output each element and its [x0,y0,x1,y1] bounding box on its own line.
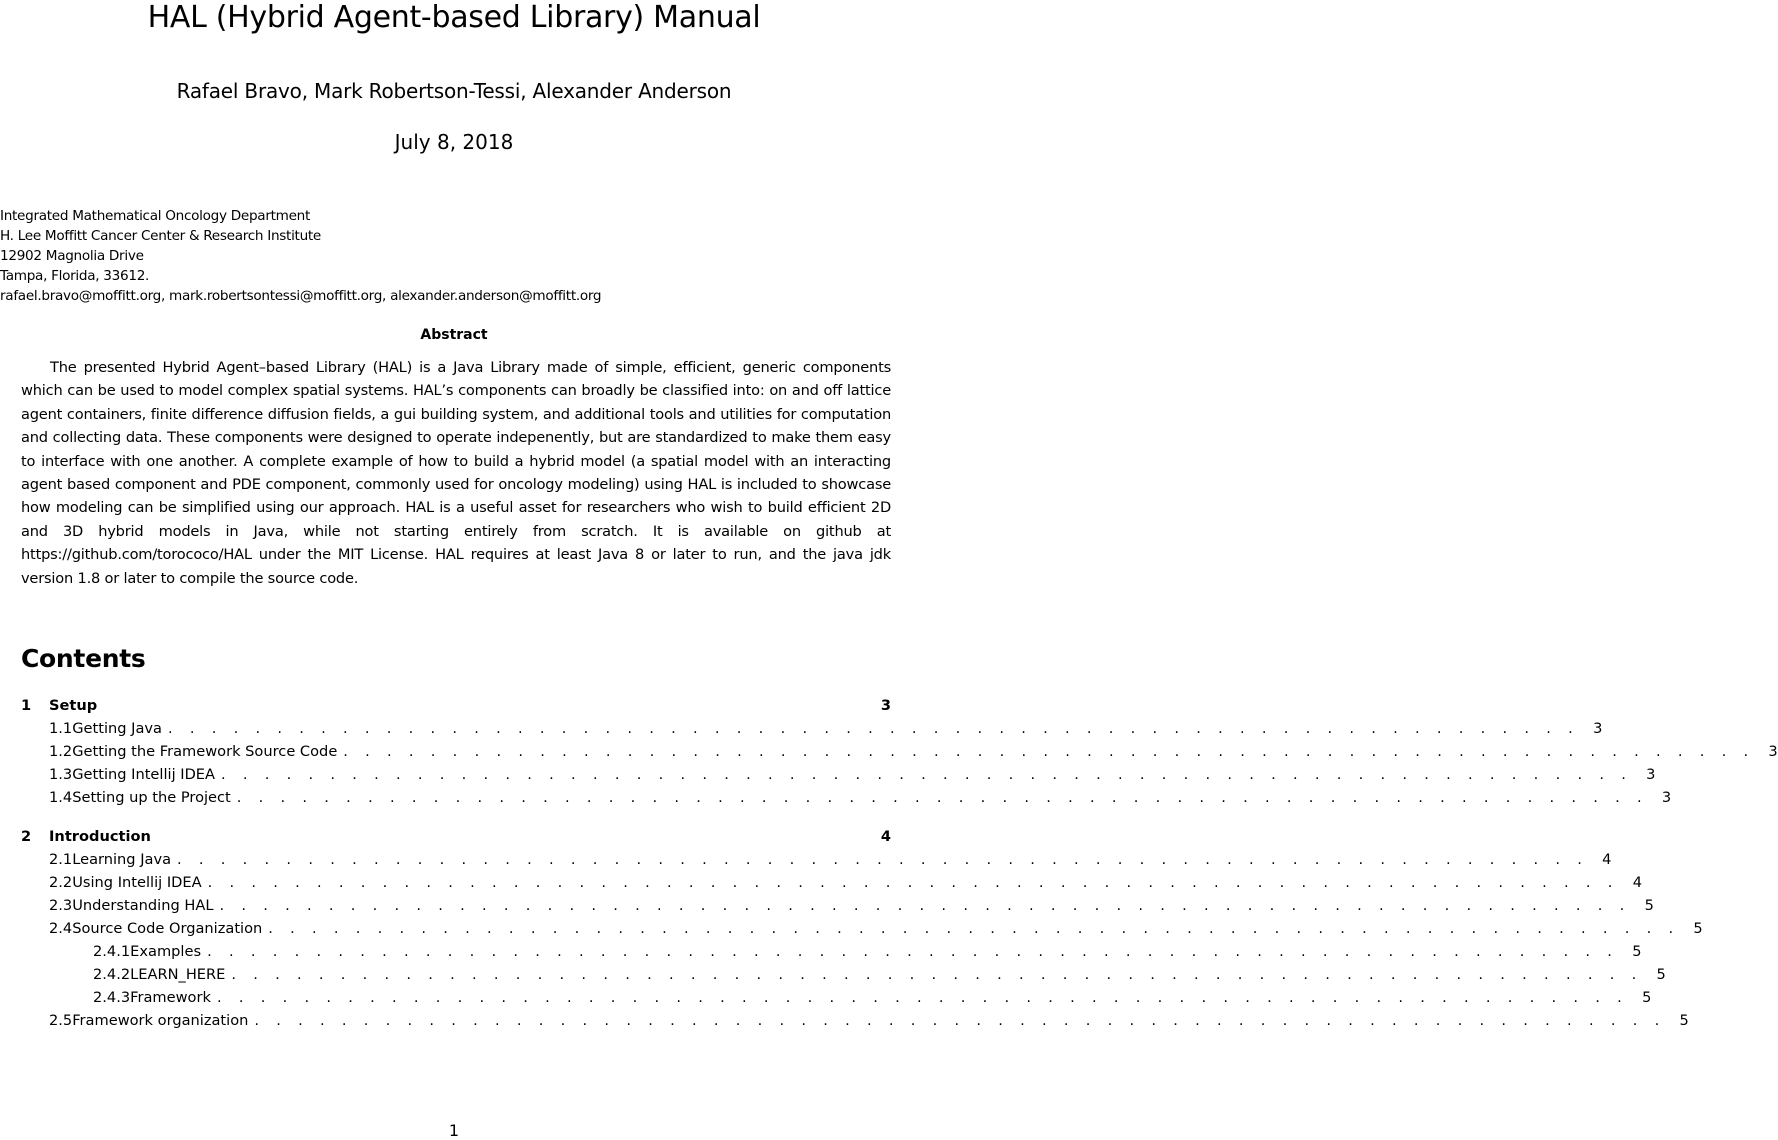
toc-page: 3 [880,697,891,714]
toc-label: Getting Intellij IDEA [72,766,216,783]
document-title: HAL (Hybrid Agent-based Library) Manual [147,0,761,35]
toc-page: 5 [1679,1012,1689,1029]
toc-page: 5 [1642,989,1652,1006]
toc-label: Framework [130,989,211,1006]
toc-number: 1 [21,697,32,714]
toc-label: Understanding HAL [72,897,214,914]
affiliation-institute: H. Lee Moffitt Cancer Center & Research Institute [0,228,321,244]
toc-leader-dots: . . . . . . . . . . . . . . . . . . . . . . . . . . . . . . . . . . . . . . . . . . . . . . . . . . . . . . . . . . . . . . . . . [207,943,1619,960]
toc-label: Introduction [49,828,151,845]
toc-number: 2 [21,828,32,845]
toc-leader-dots: . . . . . . . . . . . . . . . . . . . . . . . . . . . . . . . . . . . . . . . . . . . . . . . . . . . . . . . . . . . . . . . . . [167,720,1580,737]
toc-label: Learning Java [72,851,172,868]
toc-page: 5 [1656,966,1666,983]
toc-number: 1.1 [49,720,73,737]
toc-entry-introduction[interactable] [21,828,891,850]
toc-page: 3 [1646,766,1656,783]
toc-entry-source-code-organization[interactable] [21,920,1703,942]
toc-entry-getting-java[interactable] [21,720,1603,742]
toc-label: Setup [49,697,98,714]
toc-page: 4 [1632,874,1642,891]
toc-leader-dots: . . . . . . . . . . . . . . . . . . . . . . . . . . . . . . . . . . . . . . . . . . . . . . . . . . . . . . . . . . . . . . . . . [268,920,1680,937]
toc-leader-dots: . . . . . . . . . . . . . . . . . . . . . . . . . . . . . . . . . . . . . . . . . . . . . . . . . . . . . . . . . . . . . . . . . [216,989,1629,1006]
toc-entry-setup[interactable] [21,697,891,719]
toc-number: 2.4.2 [93,966,131,983]
affiliation-street: 12902 Magnolia Drive [0,248,144,264]
toc-number: 2.4 [49,920,73,937]
toc-leader-dots: . . . . . . . . . . . . . . . . . . . . . . . . . . . . . . . . . . . . . . . . . . . . . . . . . . . . . . . . . . . . . . . . . [219,897,1631,914]
contents-heading: Contents [21,644,146,673]
toc-page: 5 [1693,920,1703,937]
toc-page: 3 [1768,743,1778,760]
toc-number: 2.5 [49,1012,73,1029]
toc-label: LEARN_HERE [130,966,226,983]
toc-number: 2.4.1 [93,943,131,960]
toc-leader-dots: . . . . . . . . . . . . . . . . . . . . . . . . . . . . . . . . . . . . . . . . . . . . . . . . . . . . . . . . . . . . . . . . . [221,766,1633,783]
toc-leader-dots: . . . . . . . . . . . . . . . . . . . . . . . . . . . . . . . . . . . . . . . . . . . . . . . . . . . . . . . . . . . . . . . . . [207,874,1619,891]
toc-leader-dots: . . . . . . . . . . . . . . . . . . . . . . . . . . . . . . . . . . . . . . . . . . . . . . . . . . . . . . . . . . . . . . . . . [254,1012,1666,1029]
toc-entry-learning-java[interactable] [21,851,1612,873]
toc-leader-dots: . . . . . . . . . . . . . . . . . . . . . . . . . . . . . . . . . . . . . . . . . . . . . . . . . . . . . . . . . . . . . . . . . [177,851,1589,868]
toc-leader-dots: . . . . . . . . . . . . . . . . . . . . . . . . . . . . . . . . . . . . . . . . . . . . . . . . . . . . . . . . . . . . . . . . . [236,789,1648,806]
toc-entry-understanding-hal[interactable] [21,897,1654,919]
publication-date: July 8, 2018 [394,130,514,154]
toc-page: 4 [880,828,891,845]
toc-entry-examples[interactable] [21,943,1642,965]
affiliation-department: Integrated Mathematical Oncology Department [0,208,311,224]
toc-number: 2.4.3 [93,989,131,1006]
toc-page: 4 [1602,851,1612,868]
affiliation-city: Tampa, Florida, 33612. [0,268,150,284]
toc-entry-learn-here[interactable] [21,966,1666,988]
toc-label: Using Intellij IDEA [72,874,202,891]
toc-entry-framework-organization[interactable] [21,1012,1689,1034]
toc-entry-intellij[interactable] [21,766,1656,788]
toc-leader-dots: . . . . . . . . . . . . . . . . . . . . . . . . . . . . . . . . . . . . . . . . . . . . . . . . . . . . . . . . . . . . . . . . . [343,743,1755,760]
toc-number: 2.3 [49,897,73,914]
toc-label: Examples [130,943,202,960]
toc-entry-framework[interactable] [21,989,1652,1011]
affiliation-emails: rafael.bravo@moffitt.org, mark.robertsontessi@moffitt.org, alexander.anderson@moffitt.org [0,288,602,304]
toc-page: 5 [1644,897,1654,914]
toc-label: Setting up the Project [72,789,231,806]
toc-label: Getting the Framework Source Code [72,743,338,760]
abstract-heading: Abstract [420,327,488,343]
toc-number: 1.3 [49,766,73,783]
toc-number: 2.1 [49,851,73,868]
toc-label: Getting Java [72,720,162,737]
toc-number: 1.4 [49,789,73,806]
affiliation-block [0,206,601,306]
toc-entry-setting-up-project[interactable] [21,789,1672,811]
abstract-body: The presented Hybrid Agent–based Library (HAL) is a Java Library made of simple, efficient, generic components which can be used to model complex spatial systems. HAL’s components can broadly be classified into: on and off lattice agent containers, finite difference diffusion fields, a gui building system, and additional tools and utilities for computation and collecting data. These components were designed to operate indepenently, but are standardized to make them easy to interface with one another. A complete example of how to build a hybrid model (a spatial model with an interacting agent based component and PDE component, commonly used for oncology modeling) using HAL is included to showcase how modeling can be simplified using our approach. HAL is a useful asset for researchers who wish to build efficient 2D and 3D hybrid models in Java, while not starting entirely from scratch. It is available on github at https://github.com/torococo/HAL under the MIT License. HAL requires at least Java 8 or later to run, and the java jdk version 1.8 or later to compile the source code. [21,359,891,587]
page-number: 1 [448,1121,460,1140]
toc-entry-using-intellij[interactable] [21,874,1642,896]
toc-entry-framework-source[interactable] [21,743,1778,765]
toc-number: 1.2 [49,743,73,760]
toc-page: 5 [1632,943,1642,960]
toc-leader-dots: . . . . . . . . . . . . . . . . . . . . . . . . . . . . . . . . . . . . . . . . . . . . . . . . . . . . . . . . . . . . . . . . . [231,966,1643,983]
toc-number: 2.2 [49,874,73,891]
toc-label: Source Code Organization [72,920,263,937]
author-list: Rafael Bravo, Mark Robertson-Tessi, Alexander Anderson [176,79,732,103]
toc-page: 3 [1593,720,1603,737]
toc-page: 3 [1661,789,1672,806]
toc-label: Framework organization [72,1012,249,1029]
